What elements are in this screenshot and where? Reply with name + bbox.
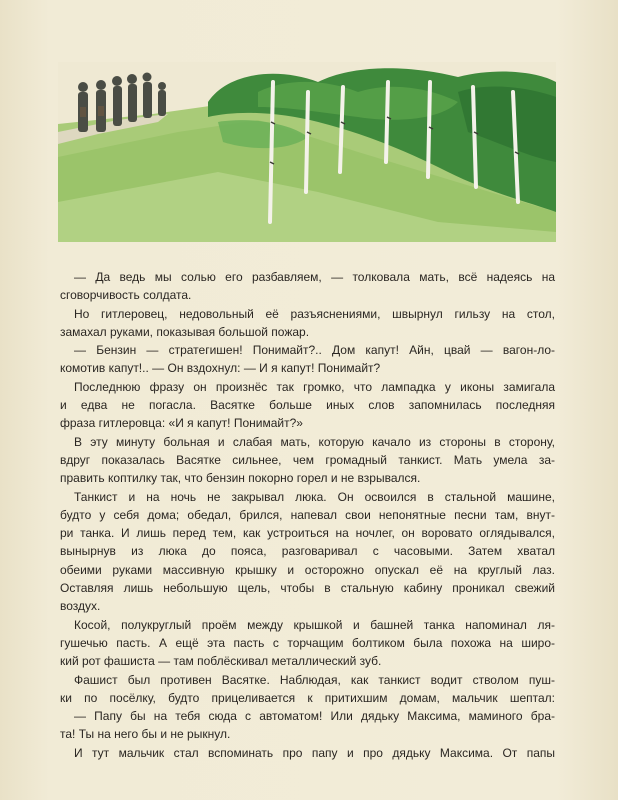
text-line: — Папу бы на тебя сюда с автоматом! Или дядьку Максима, маминого бра- xyxy=(74,709,555,724)
text-line: — Да ведь мы солью его разбавляем, — толковала мать, всё надеясь на xyxy=(74,270,555,284)
text-line: Последнюю фразу он произнёс так громко, что лампадка у иконы замигала xyxy=(74,379,555,394)
text-line: будто у себя дома; обедал, брился, напевал свои непонятные песни там, внут- xyxy=(60,507,555,522)
text-line: ри танка. И лишь перед тем, как устроиться на ночлег, он вороватo оглядывался, xyxy=(60,526,555,541)
text-line: сговорчивость солдата. xyxy=(60,288,192,303)
text-line: Косой, полукруглый проём между крышкой и башней танка напоминал ля- xyxy=(74,617,555,632)
text-line: вынырнув из люка до пояса, разговаривал с часовыми. Затем хватал xyxy=(60,544,555,559)
text-line: и едва не погасла. Васятке больше иных слов запомнилась последняя xyxy=(60,398,555,413)
war-scene-illustration xyxy=(58,62,556,242)
story-text xyxy=(60,268,555,762)
text-line: Танкист и на ночь не закрывал люка. Он освоился в стальной машине, xyxy=(74,489,555,504)
text-line: фраза гитлеровца: «И я капут! Понимайт?» xyxy=(60,416,303,431)
text-line: комотив капут!.. — Он вздохнул: — И я капут! Понимайт? xyxy=(60,361,381,376)
text-line: обеими руками массивную крышку и осторожно опускал её на круглый лаз. xyxy=(60,562,555,577)
text-line: Но гитлеровец, недовольный её разъяснениями, швырнул гильзу на стол, xyxy=(74,306,555,321)
text-line: гушечью пасть. А ещё эта пасть с торчащим болтиком была похожа на широ- xyxy=(60,635,555,650)
text-line: воздух. xyxy=(60,599,101,614)
text-line: И тут мальчик стал вспоминать про папу и про дядьку Максима. От папы xyxy=(74,745,555,760)
text-line: кий рот фашиста — там поблёскивал металлический зуб. xyxy=(60,654,382,669)
text-line: править коптилку так, что бензин покорно горел и не взрывался. xyxy=(60,471,421,486)
text-line: — Бензин — стратегишен! Понимайт?.. Дом капут! Айн, цвай — вагон-ло- xyxy=(74,343,555,358)
text-line: ки по посёлку, будто прицеливается к притихшим домам, мальчик шептал: xyxy=(60,690,555,705)
text-line: та! Ты на него бы и не рыкнул. xyxy=(60,727,231,742)
text-line: Фашист был противен Васятке. Наблюдая, как танкист водит стволом пуш- xyxy=(74,672,555,687)
text-line: вдруг показалась Васятке сильнее, чем громадный танкист. Мать умела за- xyxy=(60,452,555,467)
text-line: В эту минуту больная и слабая мать, которую качало из стороны в сторону, xyxy=(74,434,555,449)
text-line: замахал руками, показывая большой пожар. xyxy=(60,324,310,339)
text-line: Оставляя лишь небольшую щель, чтобы в стальную кабину проникал свежий xyxy=(60,581,555,596)
